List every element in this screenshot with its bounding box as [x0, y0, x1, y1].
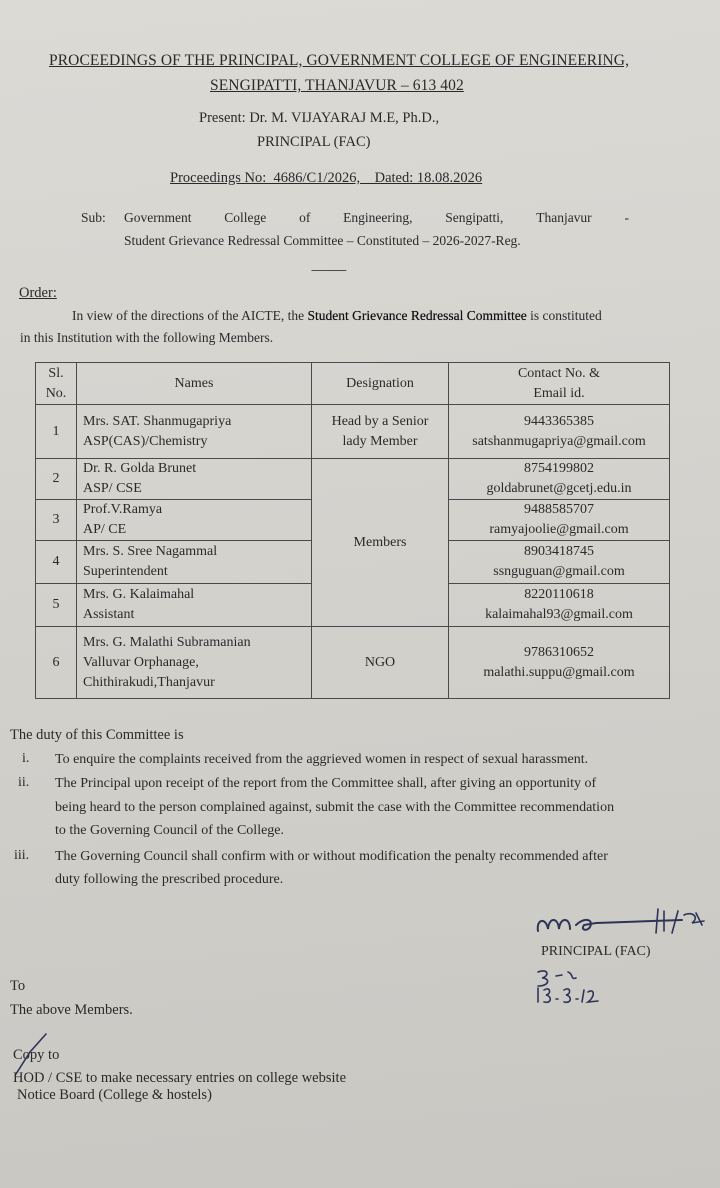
order-paragraph-line1 [72, 308, 602, 324]
row-name [77, 500, 312, 541]
subject-word: of [299, 210, 311, 225]
member-position: AP/ CE [83, 522, 127, 537]
duty-item-line: To enquire the complaints received from the aggrieved women in respect of sexual harassment. [55, 752, 589, 767]
header-no: No. [45, 385, 67, 401]
member-name: Mrs. G. Malathi Subramanian [83, 634, 251, 650]
copy-to-line2: Notice Board (College & hostels) [17, 1087, 212, 1103]
row-sl: 6 [36, 627, 77, 699]
row-sl: 4 [36, 541, 77, 584]
row-name [77, 584, 312, 627]
principal-fac-line: PRINCIPAL (FAC) [257, 134, 371, 150]
duty-item-number: iii. [14, 848, 30, 863]
row-name [77, 627, 312, 699]
header-names: Names [77, 363, 312, 405]
member-email: malathi.suppu@gmail.com [483, 664, 635, 680]
row-contact [449, 405, 670, 459]
copy-to-line1: HOD / CSE to make necessary entries on college website [13, 1070, 347, 1086]
table-header-row [36, 363, 670, 405]
header-title-line2: SENGIPATTI, THANJAVUR – 613 402 [210, 77, 464, 94]
row-sl: 2 [36, 459, 77, 500]
member-email: goldabrunet@gcetj.edu.in [486, 481, 632, 496]
member-name: Mrs. SAT. Shanmugapriya [83, 413, 232, 429]
header-contact-line1: Contact No. & [517, 365, 601, 381]
order-text: is constituted [526, 308, 602, 323]
row-sl: 5 [36, 584, 77, 627]
row-contact [449, 627, 670, 699]
to-recipients: The above Members. [10, 1002, 133, 1018]
member-position: ASP(CAS)/Chemistry [83, 433, 208, 449]
duty-item-line: duty following the prescribed procedure. [55, 872, 284, 887]
subject-word: Government [124, 210, 192, 225]
member-location: Chithirakudi,Thanjavur [83, 674, 215, 690]
member-email: kalaimahal93@gmail.com [485, 607, 633, 622]
proceedings-number: Proceedings No: 4686/C1/2026, Dated: 18.08.2026 [170, 170, 483, 186]
present-line: Present: Dr. M. VIJAYARAJ M.E, Ph.D., [199, 110, 440, 126]
row-name [77, 541, 312, 584]
subject-label: Sub: [81, 210, 106, 225]
row-contact [449, 500, 670, 541]
member-phone: 9443365385 [524, 413, 594, 429]
designation-line1: Head by a Senior [331, 413, 429, 429]
member-name: Mrs. S. Sree Nagammal [83, 544, 218, 559]
member-email: ssnguguan@gmail.com [493, 564, 625, 579]
principal-fac-title: PRINCIPAL (FAC) [541, 944, 651, 959]
member-position: Assistant [83, 607, 135, 622]
table-row [36, 459, 670, 500]
header-contact-line2: Email id. [533, 385, 585, 401]
row-contact [449, 584, 670, 627]
row-name [77, 459, 312, 500]
row-designation: NGO [312, 627, 449, 699]
row-sl: 1 [36, 405, 77, 459]
subject-word: Thanjavur [536, 210, 592, 225]
duty-item-line: The Governing Council shall confirm with or without modification the penalty recommended after [55, 849, 608, 864]
member-name: Dr. R. Golda Brunet [83, 461, 197, 476]
header-sl: Sl. [48, 365, 64, 381]
duty-item-line: to the Governing Council of the College. [55, 823, 285, 838]
row-sl: 3 [36, 500, 77, 541]
designation-line2: lady Member [342, 433, 418, 449]
row-designation-members: Members [312, 459, 449, 627]
row-contact [449, 541, 670, 584]
order-text: In view of the directions of the AICTE, the [72, 308, 308, 323]
subject-line1 [124, 210, 629, 226]
duty-item-number: i. [22, 751, 30, 766]
member-position: ASP/ CSE [83, 481, 142, 496]
duty-item-line: being heard to the person complained against, submit the case with the Committee recommendation [55, 800, 615, 815]
row-contact [449, 459, 670, 500]
row-designation [312, 405, 449, 459]
table-row [36, 405, 670, 459]
handwritten-date-icon [534, 984, 604, 1006]
separator: ------------- [311, 264, 346, 276]
table-row [36, 627, 670, 699]
duty-item-number: ii. [18, 775, 30, 790]
header-designation: Designation [312, 363, 449, 405]
member-phone: 8220110618 [524, 587, 594, 602]
order-label: Order: [19, 285, 57, 301]
member-email: satshanmugapriya@gmail.com [472, 433, 646, 449]
subject-word: - [624, 210, 629, 225]
member-phone: 9786310652 [524, 644, 594, 660]
duty-item-line: The Principal upon receipt of the report from the Committee shall, after giving an opportunity of [55, 776, 597, 791]
member-organisation: Valluvar Orphanage, [83, 654, 199, 670]
member-name: Mrs. G. Kalaimahal [83, 587, 195, 602]
members-table [35, 362, 670, 699]
member-email: ramyajoolie@gmail.com [489, 522, 629, 537]
subject-word: Sengipatti, [445, 210, 504, 225]
member-phone: 8754199802 [524, 461, 594, 476]
member-position: Superintendent [83, 564, 168, 579]
subject-word: College [224, 210, 267, 225]
row-name [77, 405, 312, 459]
duty-heading: The duty of this Committee is [10, 727, 184, 743]
copy-to-label: Copy to [13, 1047, 60, 1063]
subject-word: Engineering, [343, 210, 413, 225]
header-contact [449, 363, 670, 405]
header-sl-no [36, 363, 77, 405]
order-paragraph-line2: in this Institution with the following Members. [20, 330, 274, 345]
member-phone: 9488585707 [524, 502, 594, 517]
committee-name: Student Grievance Redressal Committee [307, 308, 527, 323]
member-phone: 8903418745 [524, 544, 594, 559]
subject-line2: Student Grievance Redressal Committee – Constituted – 2026-2027-Reg. [124, 233, 521, 248]
member-name: Prof.V.Ramya [83, 502, 163, 517]
header-title-line1: PROCEEDINGS OF THE PRINCIPAL, GOVERNMENT COLLEGE OF ENGINEERING, [49, 52, 630, 69]
to-label: To [10, 978, 26, 994]
